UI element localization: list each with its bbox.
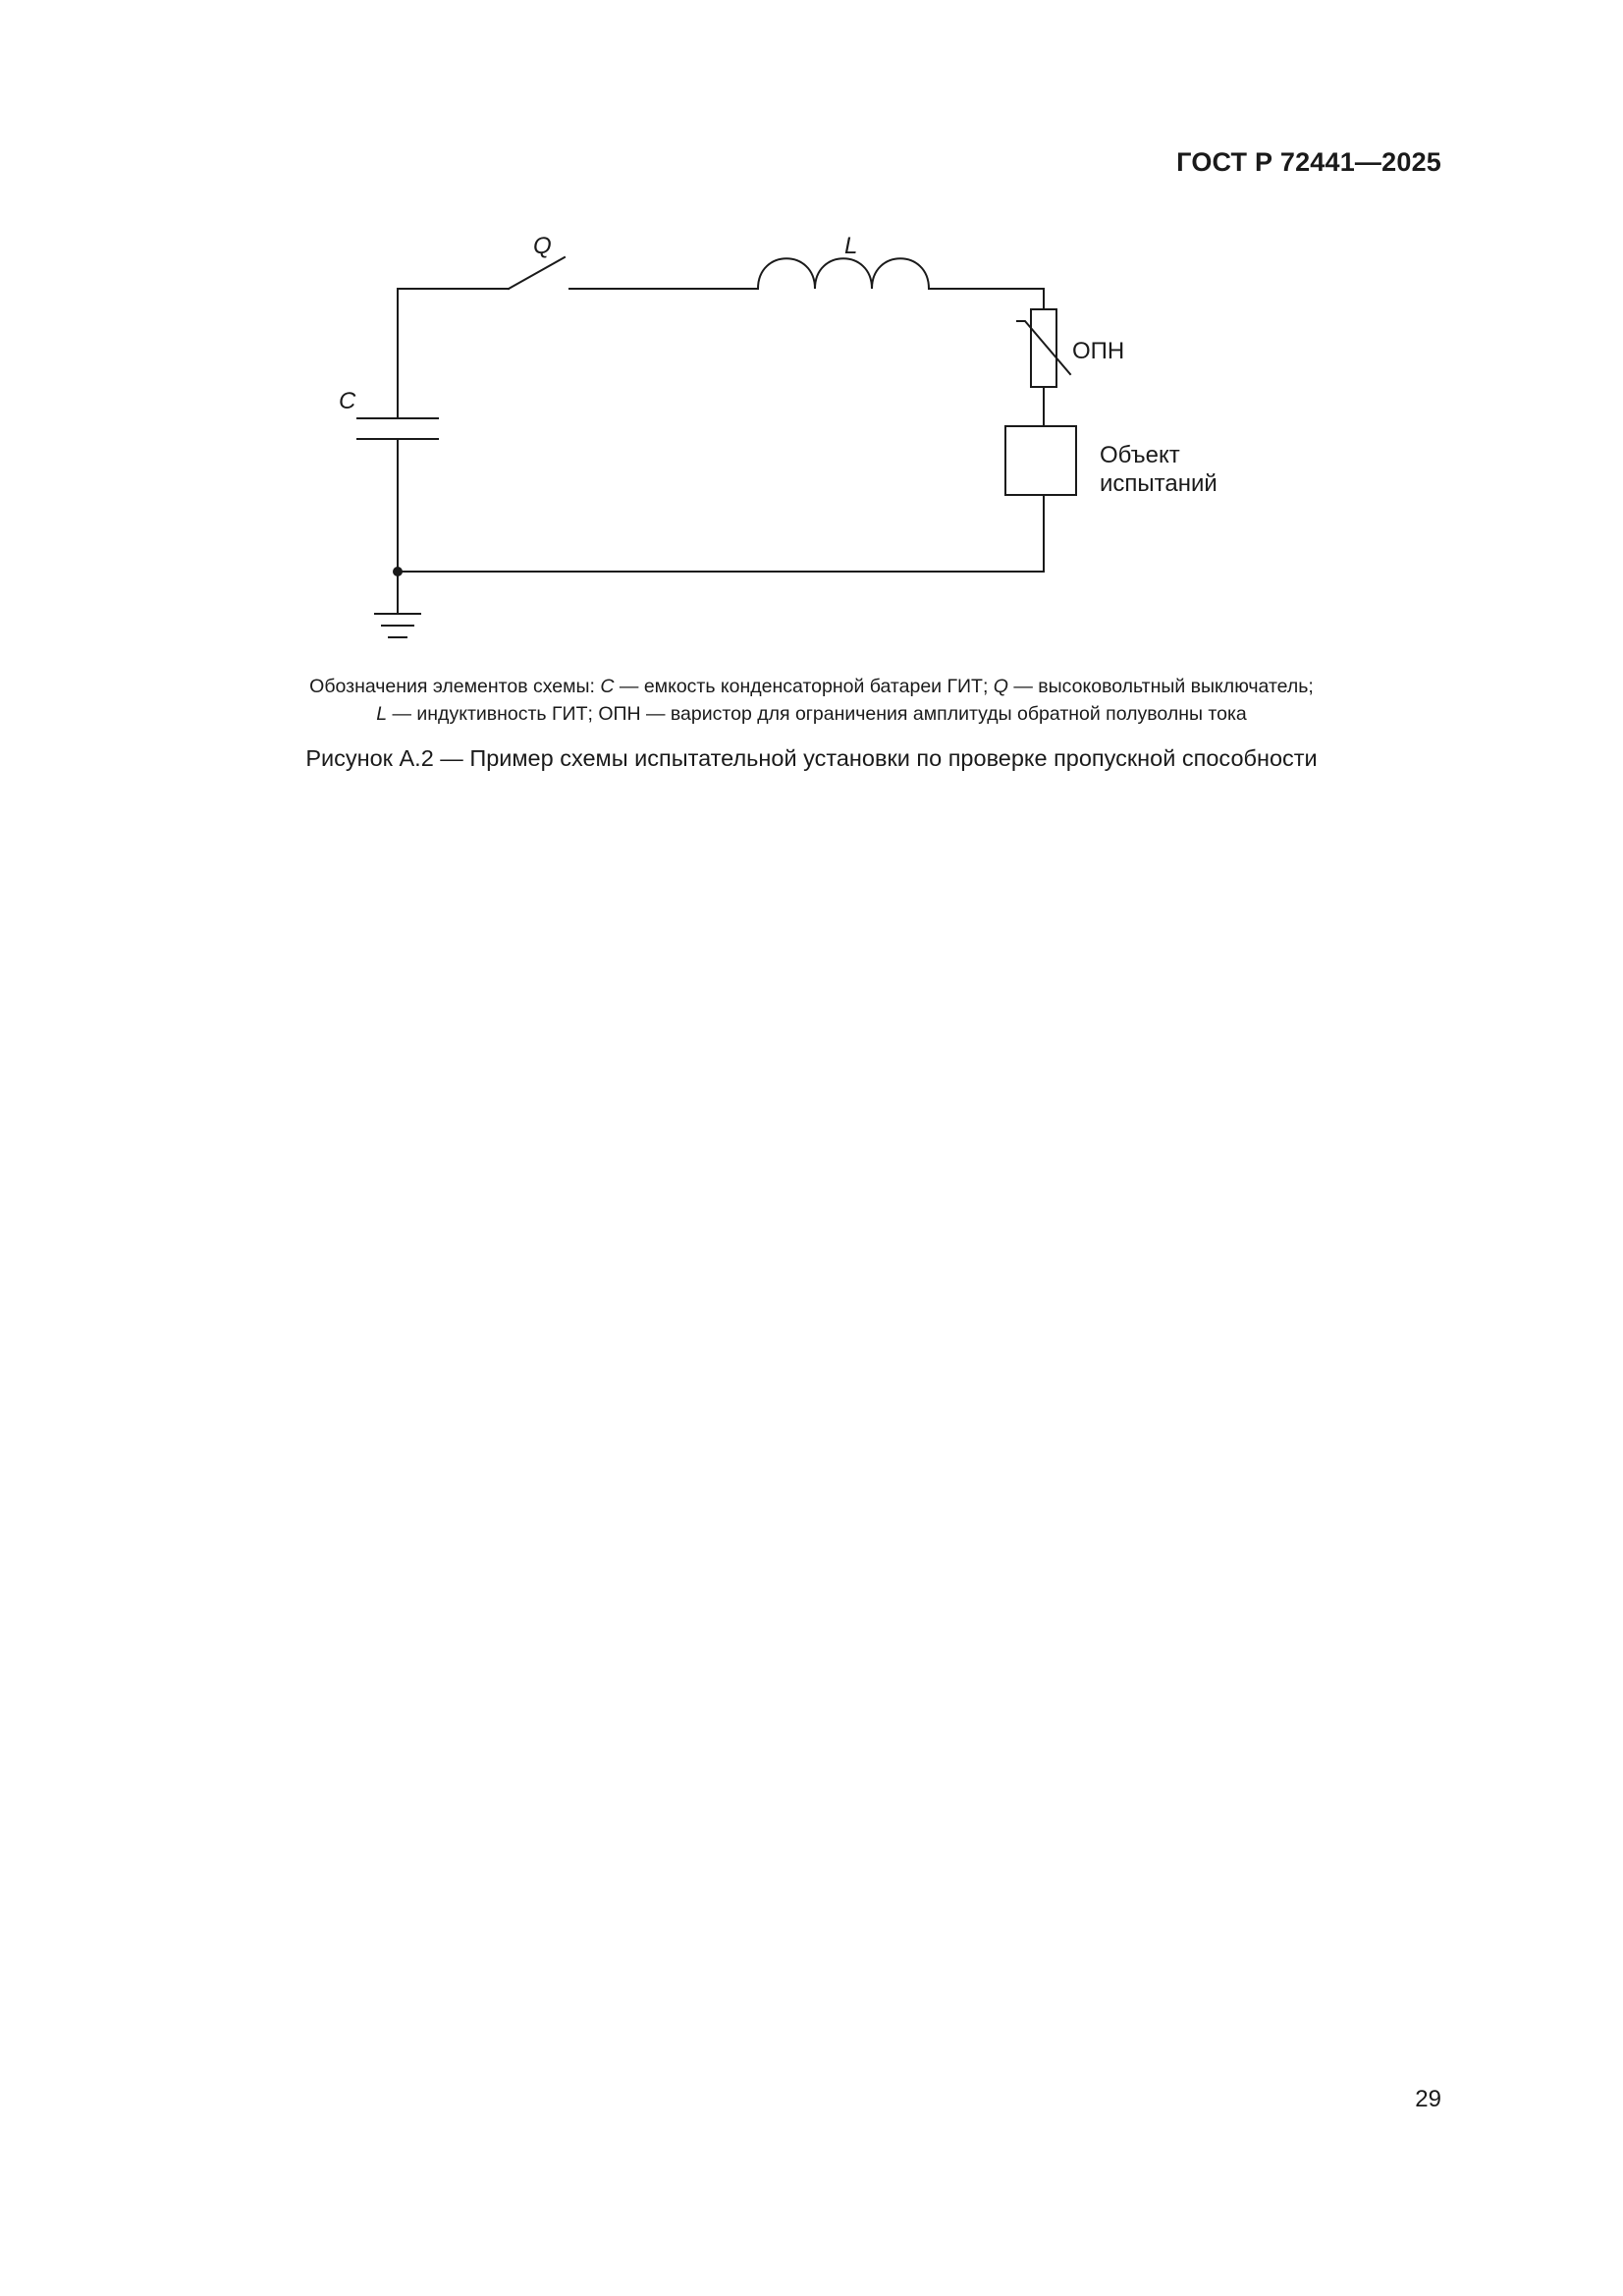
inductor-coils	[758, 258, 929, 289]
legend-line-2	[0, 700, 1623, 728]
varistor-label: ОПН	[1072, 338, 1125, 364]
legend-line-1	[0, 673, 1623, 700]
diagram-legend	[0, 673, 1623, 728]
circuit-diagram	[0, 0, 1623, 687]
legend-l-text: — индуктивность ГИТ; ОПН — варистор для ограничения амплитуды обратной полуволны тока	[387, 703, 1247, 725]
legend-l-symbol: L	[376, 703, 388, 725]
switch-blade	[509, 257, 565, 289]
test-object-label-line2: испытаний	[1100, 470, 1217, 497]
page-number: 29	[1415, 2086, 1441, 2112]
test-object-label-line1: Объект	[1100, 442, 1180, 468]
legend-q-symbol: Q	[993, 676, 1008, 697]
inductor-label: L	[844, 233, 858, 259]
legend-c-symbol: C	[600, 676, 615, 697]
standard-designation: ГОСТ Р 72441—2025	[1176, 147, 1441, 177]
test-object-box	[1005, 426, 1076, 495]
figure-caption: Рисунок А.2 — Пример схемы испытательной установки по проверке пропускной способности	[305, 745, 1318, 771]
capacitor-label: C	[339, 388, 356, 414]
junction-dot	[393, 567, 403, 576]
legend-c-text: — емкость конденсаторной батареи ГИТ;	[614, 676, 994, 697]
switch-label: Q	[533, 233, 552, 259]
legend-q-text: — высоковольтный выключатель;	[1007, 676, 1314, 697]
legend-prefix: Обозначения элементов схемы:	[309, 676, 601, 697]
varistor-mark	[1017, 321, 1070, 374]
varistor-body	[1031, 309, 1056, 387]
